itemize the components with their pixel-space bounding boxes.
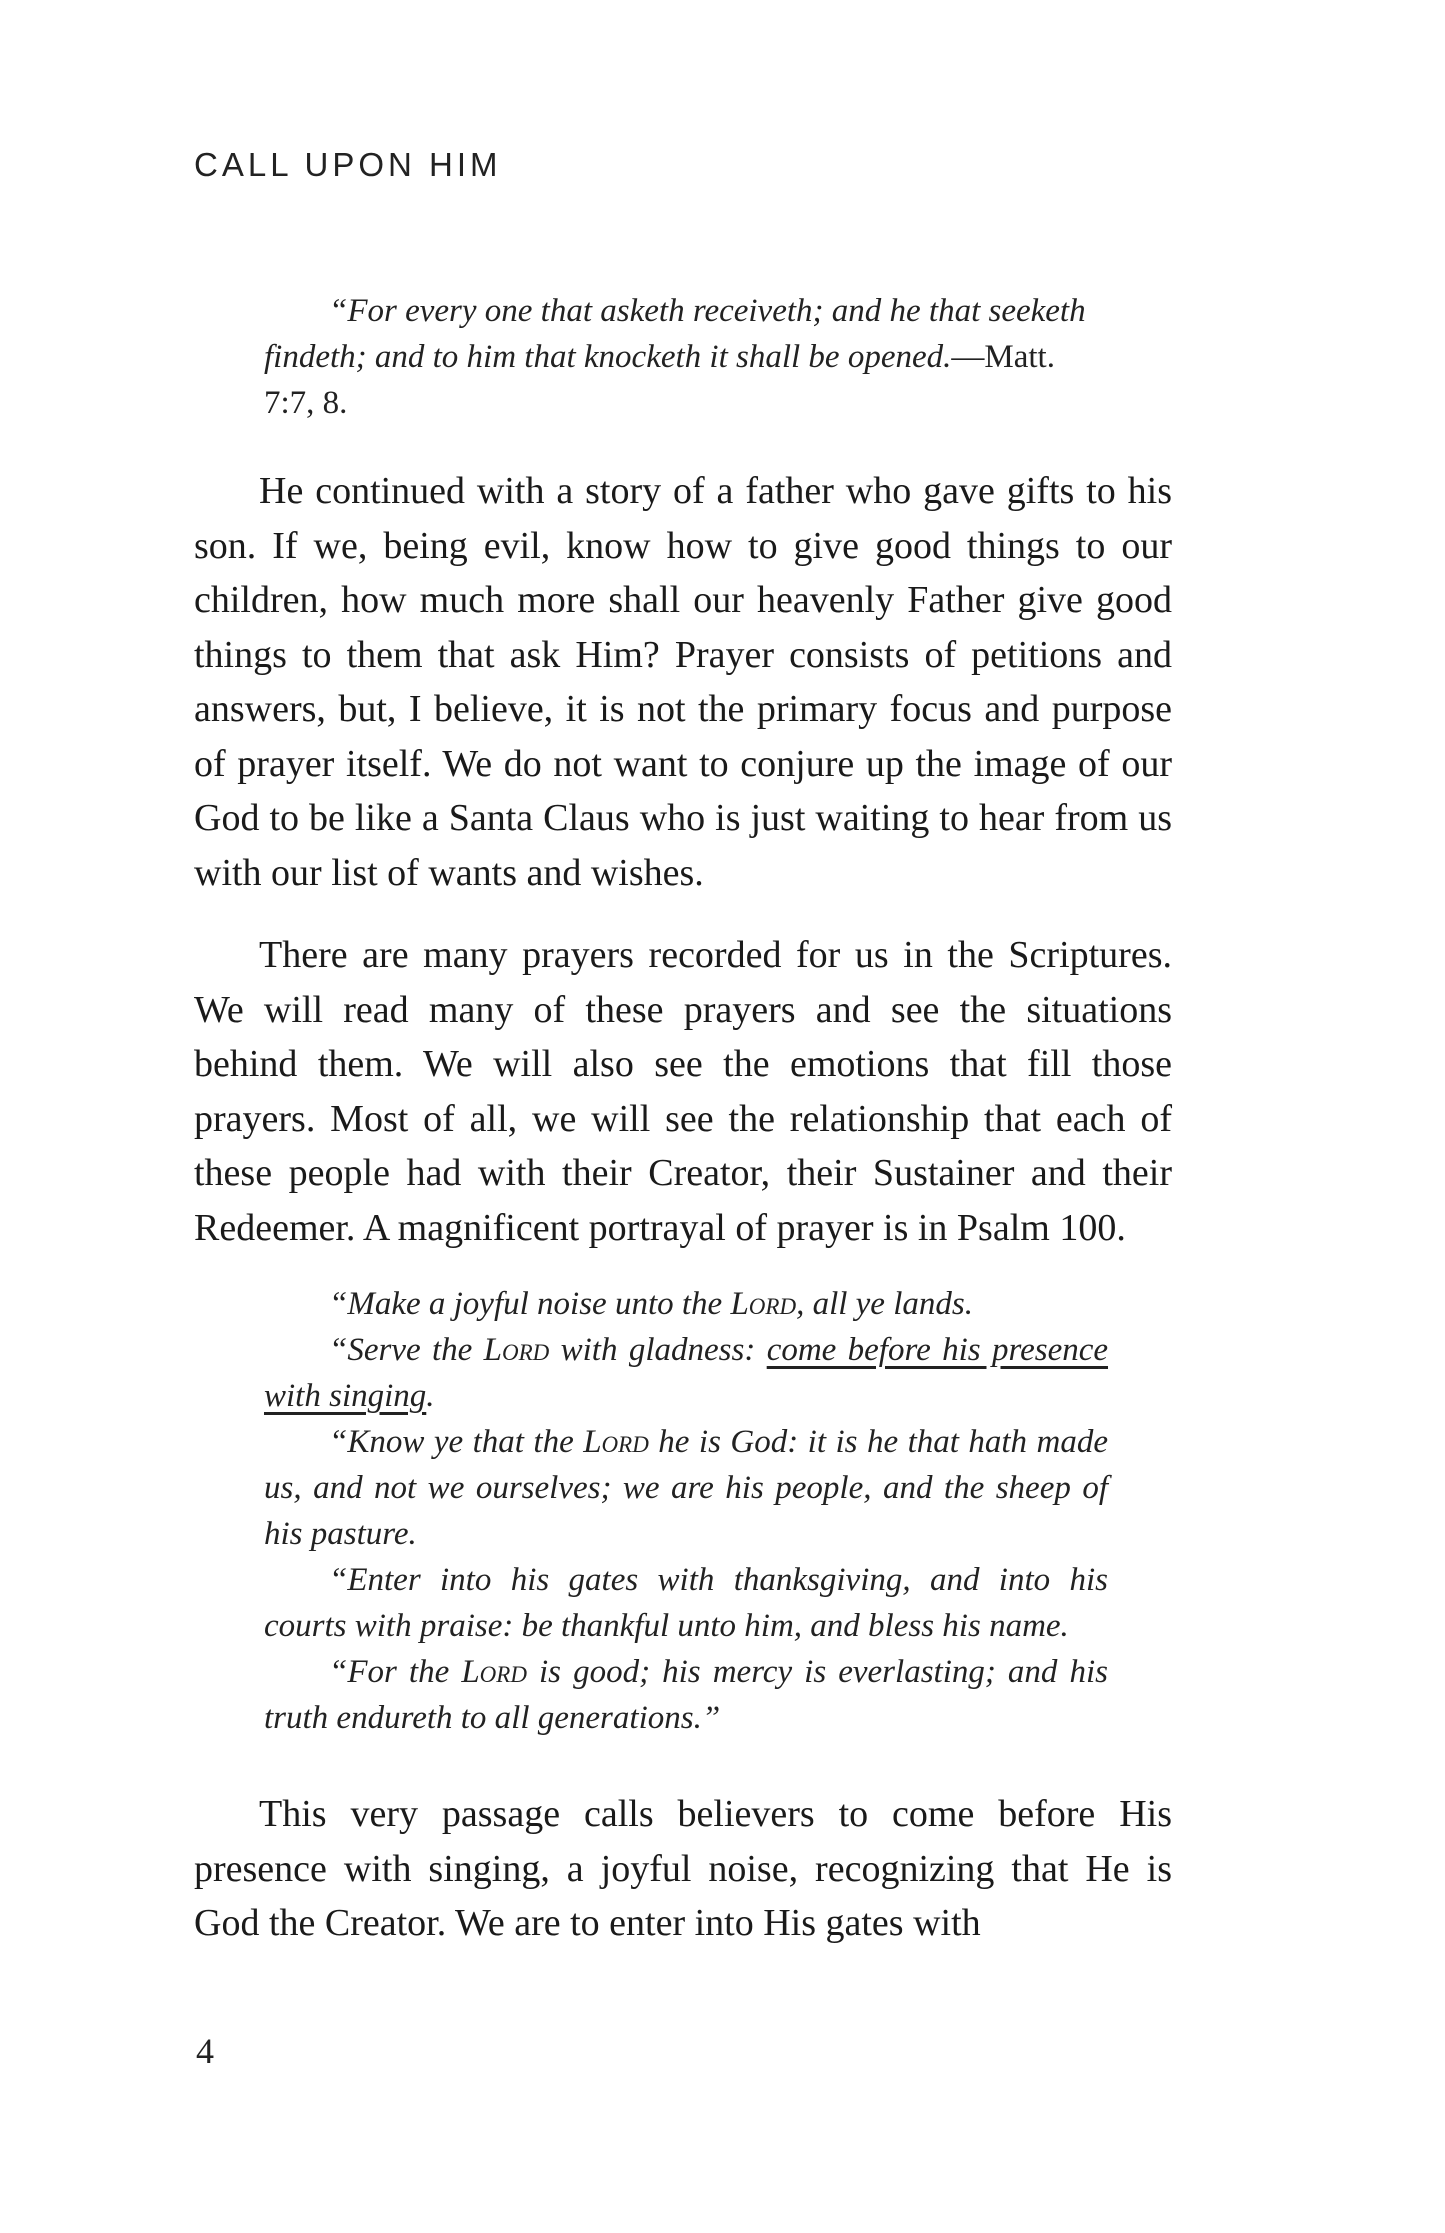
psalm-verse-5 <box>264 1649 1108 1741</box>
verse-text: . <box>426 1378 435 1414</box>
psalm-verse-1 <box>264 1281 1108 1327</box>
verse-text: “For the <box>329 1654 462 1690</box>
verse-text: “Enter into his gates with thanksgiving, and into his courts with praise: be thankful unto him, and bless his name. <box>264 1562 1108 1644</box>
verse-text: with gladness: <box>549 1332 767 1368</box>
psalm-verse-2 <box>264 1327 1108 1419</box>
verse-text: is good; his mercy is everlasting; and his truth endureth to all generations.” <box>264 1654 1109 1736</box>
body-paragraph: He continued with a story of a father who gave gifts to his son. If we, being evil, know how to give good things to our children, how much more shall our heavenly Father give good things to them that ask Him? Prayer consists of petitions and answers, but, I believe, it is not the primary focus and purpose of prayer itself. We do not want to conjure up the image of our God to be like a Santa Claus who is just waiting to hear from us with our list of wants and wishes. <box>194 470 1172 894</box>
psalm-verse-3 <box>264 1419 1108 1557</box>
psalm-verse-4 <box>264 1557 1108 1649</box>
lord-small-caps: Lord <box>483 1332 550 1368</box>
body-paragraph: There are many prayers recorded for us in the Scriptures. We will read many of these prayers and see the situations behind them. We will also see the emotions that fill those prayers. Most of all, we will see the relationship that each of these people had with their Creator, their Sustainer and their Redeemer. A magnificent portrayal of prayer is in Psalm 100. <box>194 934 1172 1249</box>
page-number: 4 <box>196 2031 214 2071</box>
scripture-quote-matthew <box>264 288 1108 426</box>
scripture-quote-psalm-100 <box>264 1281 1108 1741</box>
verse-text: “Know ye that the <box>329 1424 584 1460</box>
quote-verse <box>264 288 1108 426</box>
lord-small-caps: Lord <box>461 1654 527 1690</box>
lord-small-caps: Lord <box>583 1424 649 1460</box>
body-paragraph: This very passage calls believers to come before His presence with singing, a joyful noise, recognizing that He is God the Creator. We are to enter into His gates with <box>194 1793 1172 1944</box>
quote-citation: —Matt. 7:7, 8. <box>264 339 1055 421</box>
verse-text: he is God: it is he that hath made us, and not we ourselves; we are his people, and the sheep of his pasture. <box>264 1424 1108 1552</box>
running-head: CALL UPON HIM <box>194 146 502 183</box>
verse-text: “Make a joyful noise unto the <box>329 1286 731 1322</box>
underlined-text: come before his presence with singing <box>264 1332 1109 1414</box>
quote-text: “For every one that asketh receiveth; and he that seeketh findeth; and to him that knocketh it shall be opened. <box>264 293 1086 375</box>
lord-small-caps: Lord <box>730 1286 797 1322</box>
verse-text: “Serve the <box>329 1332 484 1368</box>
verse-text: , all ye lands. <box>796 1286 973 1322</box>
